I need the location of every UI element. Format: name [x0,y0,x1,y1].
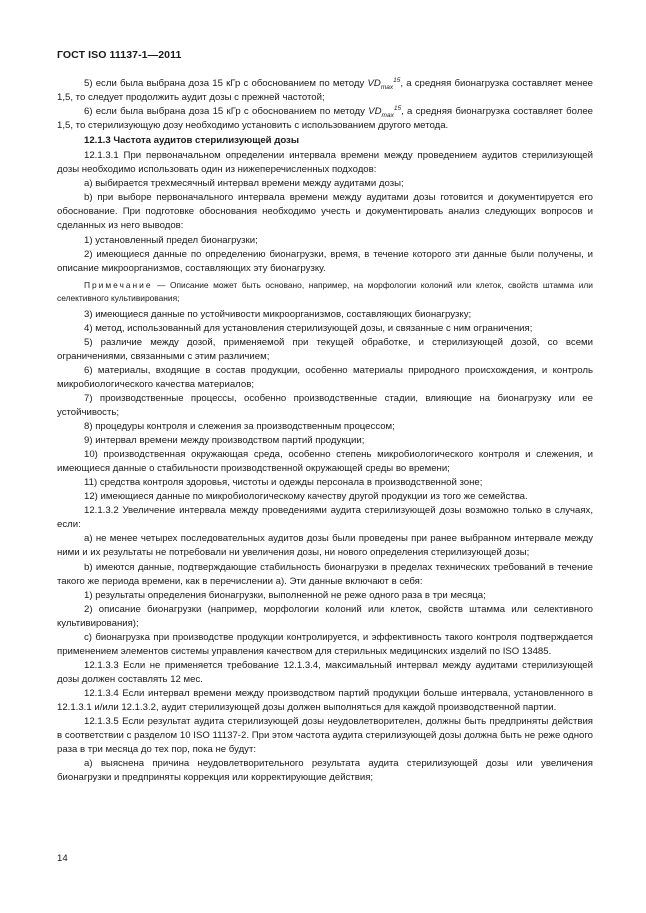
list-item-b: b) при выборе первоначального интервала времени между аудитами дозы готовится и документируется его обоснование. При подготовке обоснования необходимо учесть и документировать анализ следующих вопросов и сделанных из него выводов: [57,192,593,232]
list-item-10: 10) производственная окружающая среда, особенно степень микробиологического контроля и слежения, и имеющиеся данные о стабильности производственной окружающей среды во времени; [57,449,593,475]
list-item-6b: 6) материалы, входящие в состав продукции, особенно материалы природного происхождения, и контроль микробиологического качества материалов; [57,364,593,390]
document-body [57,77,593,785]
list-item-5b: 5) различие между дозой, применяемой при текущей обработке, и стерилизующей дозой, со всеми ограничениями, связанными с этим различием; [57,336,593,362]
paragraph-12-1-3-5: 12.1.3.5 Если результат аудита стерилизующей дозы неудовлетворителен, должны быть предприняты действия в соответствии с разделом 10 ISO 11137-2. При этом частота аудита стерилизующей дозы должна быть не реже одного раза в три месяца до тех пор, пока не будут: [57,716,593,756]
list-item-c2: c) бионагрузка при производстве продукции контролируется, и эффективность такого контроля подтверждается применением элементов системы управления качеством для стерильных медицинских изделий по ISO 13485. [57,631,593,657]
paragraph-12-1-3-2: 12.1.3.2 Увеличение интервала между проведениями аудита стерилизующей дозы возможно только в случаях, если: [57,505,593,531]
paragraph-12-1-3-1: 12.1.3.1 При первоначальном определении интервала времени между проведением аудитов стерилизующей дозы необходимо использовать один из нижеперечисленных подходов: [57,150,593,176]
list-item-a2: a) не менее четырех последовательных аудитов дозы были проведены при ранее выбранном интервале между ними и их результаты не потребовали ни увеличения дозы, ни нового определения стерилизующей дозы; [57,533,593,559]
note [57,279,593,305]
list-item-a: a) выбирается трехмесячный интервал времени между аудитами дозы; [84,178,404,190]
paragraph-12-1-3-4: 12.1.3.4 Если интервал времени между производством партий продукции больше интервала, установленного в 12.1.3.1 и/или 12.1.3.2, аудит стерилизующей дозы должен выполняться для каждой производственной партии. [57,687,593,713]
list-item-3: 3) имеющиеся данные по устойчивости микроорганизмов, составляющих бионагрузку; [84,308,472,320]
list-item-6: 6) если была выбрана доза 15 кГр с обоснованием по методу $VD_{max}^{15}$, а средняя бионагрузка составляет более 1,5, то стерилизующую дозу необходимо установить с использованием другого метода. [57,104,593,132]
vd-symbol: $VD_{max}^{15}$ [367,76,401,91]
list-item-4: 4) метод, использованный для установления стерилизующей дозы, и связанные с ним ограничения; [84,322,533,334]
section-heading-12-1-3: 12.1.3 Частота аудитов стерилизующей дозы [84,135,300,147]
list-item-m2: 2) описание бионагрузки (например, морфологии колоний или клеток, свойств штамма или селективного культивирования); [57,603,593,629]
vd-symbol: $VD_{max}^{15}$ [368,104,402,119]
list-item-12: 12) имеющиеся данные по микробиологическому качеству другой продукции из того же семейства. [84,491,528,503]
page-number: 14 [57,853,68,864]
list-item-9: 9) интервал времени между производством партий продукции; [84,435,365,447]
list-item-m1: 1) результаты определения бионагрузки, выполненной не реже одного раза в три месяца; [84,589,486,601]
note-text: — Описание может быть основано, например, на морфологии колоний или клеток, свойств штамма или селективного культивирования; [57,279,593,303]
list-item-2: 2) имеющиеся данные по определению бионагрузки, время, в течение которого эти данные были получены, и описание микроорганизмов, составляющих эту бионагрузку. [57,248,593,274]
list-item-8: 8) процедуры контроля и слежения за производственным процессом; [84,421,395,433]
list-item-b2: b) имеются данные, подтверждающие стабильность бионагрузки в пределах технических требований в течение такого же периода времени, как в перечислении a). Эти данные включают в себя: [57,561,593,587]
standard-header: ГОСТ ISO 11137-1—2011 [57,49,182,61]
paragraph-12-1-3-3: 12.1.3.3 Если не применяется требование 12.1.3.4, максимальный интервал между аудитами стерилизующей дозы должен составлять 12 мес. [57,659,593,685]
note-label: Примечание [84,279,153,290]
list-item-5: 5) если была выбрана доза 15 кГр с обоснованием по методу $VD_{max}^{15}$, а средняя бионагрузка составляет менее 1,5, то следует продолжить аудит дозы с прежней частотой; [57,76,593,104]
list-item-11: 11) средства контроля здоровья, чистоты и одежды персонала в производственной зоне; [84,477,483,489]
list-item-a3: a) выяснена причина неудовлетворительного результата аудита стерилизующей дозы или увеличения бионагрузки и предприняты коррекция или корректирующие действия; [57,758,593,784]
list-item-7: 7) производственные процессы, особенно производственные стадии, влияющие на бионагрузку или ее устойчивость; [57,392,593,418]
list-item-1: 1) установленный предел бионагрузки; [84,234,258,246]
